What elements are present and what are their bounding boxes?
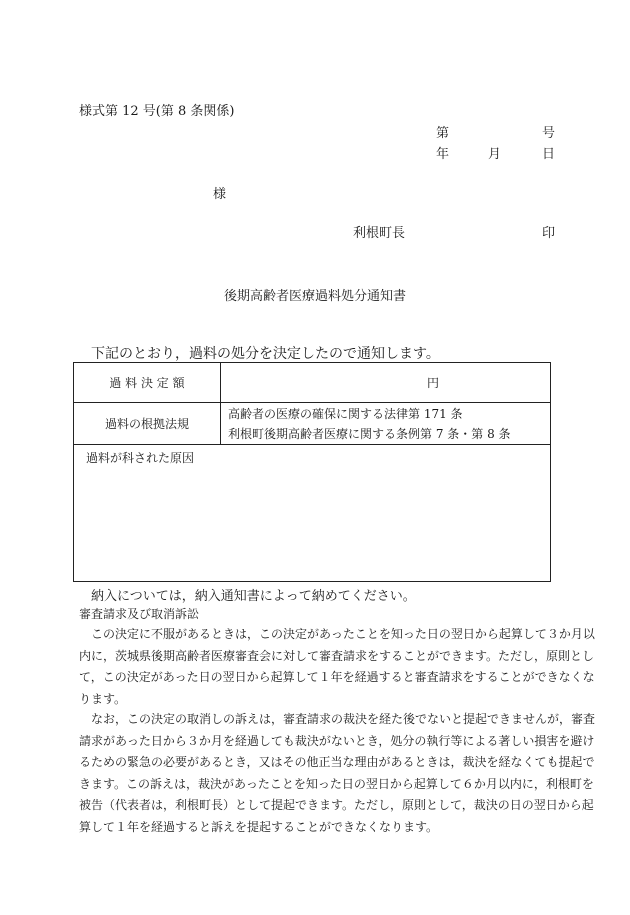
document-number-suffix: 号 xyxy=(542,126,556,141)
intro-text: 下記のとおり，過料の処分を決定したので通知します。 xyxy=(91,346,440,362)
appeal-paragraph-1 xyxy=(79,624,595,710)
appeal-paragraph-2 xyxy=(79,709,596,838)
payment-note: 納入については，納入通知書によって納めてください。 xyxy=(91,589,416,604)
seal-mark: 印 xyxy=(542,226,556,241)
fine-amount-label: 過 料 決 定 額 xyxy=(109,376,185,390)
date-day-label: 日 xyxy=(542,147,556,162)
recipient-honorific: 様 xyxy=(213,187,227,202)
appeal-heading: 審査請求及び取消訴訟 xyxy=(79,607,200,621)
fine-details-table xyxy=(73,362,551,582)
paragraph-line: なお，この決定の取消しの訴えは，審査請求の裁決を経た後でないと提起できませんが，審査 xyxy=(91,712,596,726)
paragraph-line: て，この決定があった日の翌日から起算して１年を経過すると審査請求をすることができなくな xyxy=(79,670,595,684)
paragraph-line: 請求があった日から３か月を経過しても裁決がないとき，処分の執行等による著しい損害を避け xyxy=(79,733,595,748)
document-number-prefix: 第 xyxy=(436,126,450,141)
paragraph-line: きます。この訴えは，裁決があったことを知った日の翌日から起算して６か月以内に，利根町を xyxy=(79,776,594,791)
legal-basis-line: 高齢者の医療の確保に関する法律第 171 条 xyxy=(228,407,463,421)
document-title: 後期高齢者医療過料処分通知書 xyxy=(223,289,406,304)
date-month-label: 月 xyxy=(488,147,502,162)
paragraph-line: この決定に不服があるときは，この決定があったことを知った日の翌日から起算して３か月以 xyxy=(91,627,595,641)
issuer-name: 利根町長 xyxy=(353,226,406,241)
legal-basis-row xyxy=(74,402,550,445)
legal-basis-label: 過料の根拠法規 xyxy=(104,417,189,431)
reason-row xyxy=(74,444,550,581)
paragraph-line: 被告（代表者は，利根町長）として提起できます。ただし，原則として，裁決の日の翌日から起 xyxy=(79,798,594,812)
paragraph-line: るための緊急の必要があるとき，又はその他正当な理由があるときは，裁決を経なくても提起で xyxy=(79,755,595,769)
reason-label: 過料が科された原因 xyxy=(86,451,195,465)
fine-amount-row xyxy=(74,363,550,403)
date-year-label: 年 xyxy=(436,147,450,162)
legal-basis-line: 利根町後期高齢者医療に関する条例第 7 条・第 8 条 xyxy=(228,427,511,441)
paragraph-line: 内に，茨城県後期高齢者医療審査会に対して審査請求をすることができます。ただし，原則とし xyxy=(79,648,595,663)
form-number: 様式第 12 号(第 8 条関係) xyxy=(79,104,235,119)
paragraph-line: ります。 xyxy=(79,691,127,706)
fine-amount-unit: 円 xyxy=(427,376,440,390)
paragraph-line: 算して１年を経過すると訴えを提起することができなくなります。 xyxy=(79,819,439,834)
